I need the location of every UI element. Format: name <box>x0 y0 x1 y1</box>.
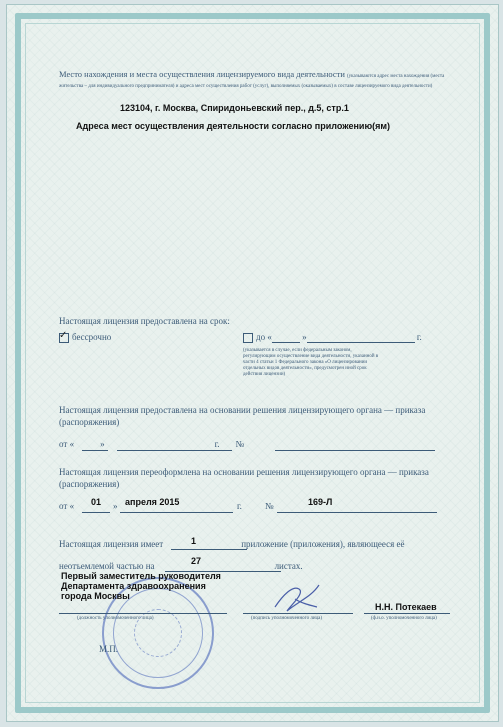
reissue-num-sign: № <box>265 501 274 511</box>
appendix-count: 1 <box>191 536 197 546</box>
basis-text: Настоящая лицензия предоставлена на основании решения лицензирующего органа — приказа (распоряжения) <box>59 405 426 427</box>
appendix-line2-after: листах. <box>274 561 303 571</box>
appendix-text-before: Настоящая лицензия имеет <box>59 539 164 549</box>
signer-position: Первый заместитель руководителя Департамента здравоохранения города Москвы <box>61 571 221 601</box>
appendix-row-2 <box>59 561 459 571</box>
reissue-mid: » <box>113 501 118 511</box>
basis-date-row <box>59 439 459 449</box>
location-note: (указываются адрес места нахождения (места жительства – для индивидуального предпринимателя) и адреса мест осуществления работ (услуг), выполняемых (оказываемых) в составе лицензируемого вида деятельности) <box>59 74 445 89</box>
until-year-suffix: г. <box>416 332 422 342</box>
reissue-month-year: апреля 2015 <box>125 497 180 507</box>
reissue-text: Настоящая лицензия переоформлена на основании решения лицензирующего органа — приказа (распоряжения) <box>59 467 429 489</box>
address-value: 123104, г. Москва, Спиридоньевский пер., д.5, стр.1 <box>120 103 349 113</box>
caption-name: (ф.и.о. уполномоченного лица) <box>371 616 437 621</box>
term-note: (указывается в случае, если федеральным законом, регулирующим осуществление вида деятельности, указанной в части 4 статьи 1 Федерального закона «О лицензировании отдельных видов деятельности», предусмотрен иной срок действия лицензии) <box>243 348 379 377</box>
location-heading: Место нахождения и места осуществления лицензируемого вида деятельности <box>59 69 345 79</box>
caption-signature: (подпись уполномоченного лица) <box>251 616 323 621</box>
basis-mid: » <box>100 439 105 449</box>
reissue-year-suffix: г. <box>237 501 242 511</box>
places-value: Адреса мест осуществления деятельности согласно приложению(ям) <box>76 121 391 131</box>
seal-label: М.П. <box>99 644 119 654</box>
appendix-text-after: приложение (приложения), являющееся её <box>241 539 405 549</box>
basis-from: от « <box>59 439 75 449</box>
term-heading: Настоящая лицензия предоставлена на срок: <box>59 316 230 326</box>
location-heading-block <box>59 70 457 90</box>
indefinite-label: бессрочно <box>72 332 112 342</box>
basis-num-sign: № <box>235 439 245 449</box>
reissue-number: 169-Л <box>308 497 333 507</box>
reissue-from: от « <box>59 501 75 511</box>
basis-year-suffix: г. <box>214 439 220 449</box>
signature <box>269 577 325 617</box>
appendix-row <box>59 539 464 549</box>
indefinite-checkbox[interactable] <box>59 329 69 343</box>
until-label: до « <box>256 332 272 342</box>
license-sheet <box>6 4 499 722</box>
checkmark-icon: ✓ <box>59 329 68 341</box>
term-indefinite <box>59 329 112 343</box>
caption-position: (должность уполномоченного лица) <box>77 616 154 621</box>
signer-name: Н.Н. Потекаев <box>375 602 437 612</box>
appendix-line2-before: неотъемлемой частью на <box>59 561 155 571</box>
until-checkbox[interactable] <box>243 333 253 343</box>
until-mid: » <box>302 332 307 342</box>
reissue-day: 01 <box>91 497 102 507</box>
appendix-sheets: 27 <box>191 556 202 566</box>
